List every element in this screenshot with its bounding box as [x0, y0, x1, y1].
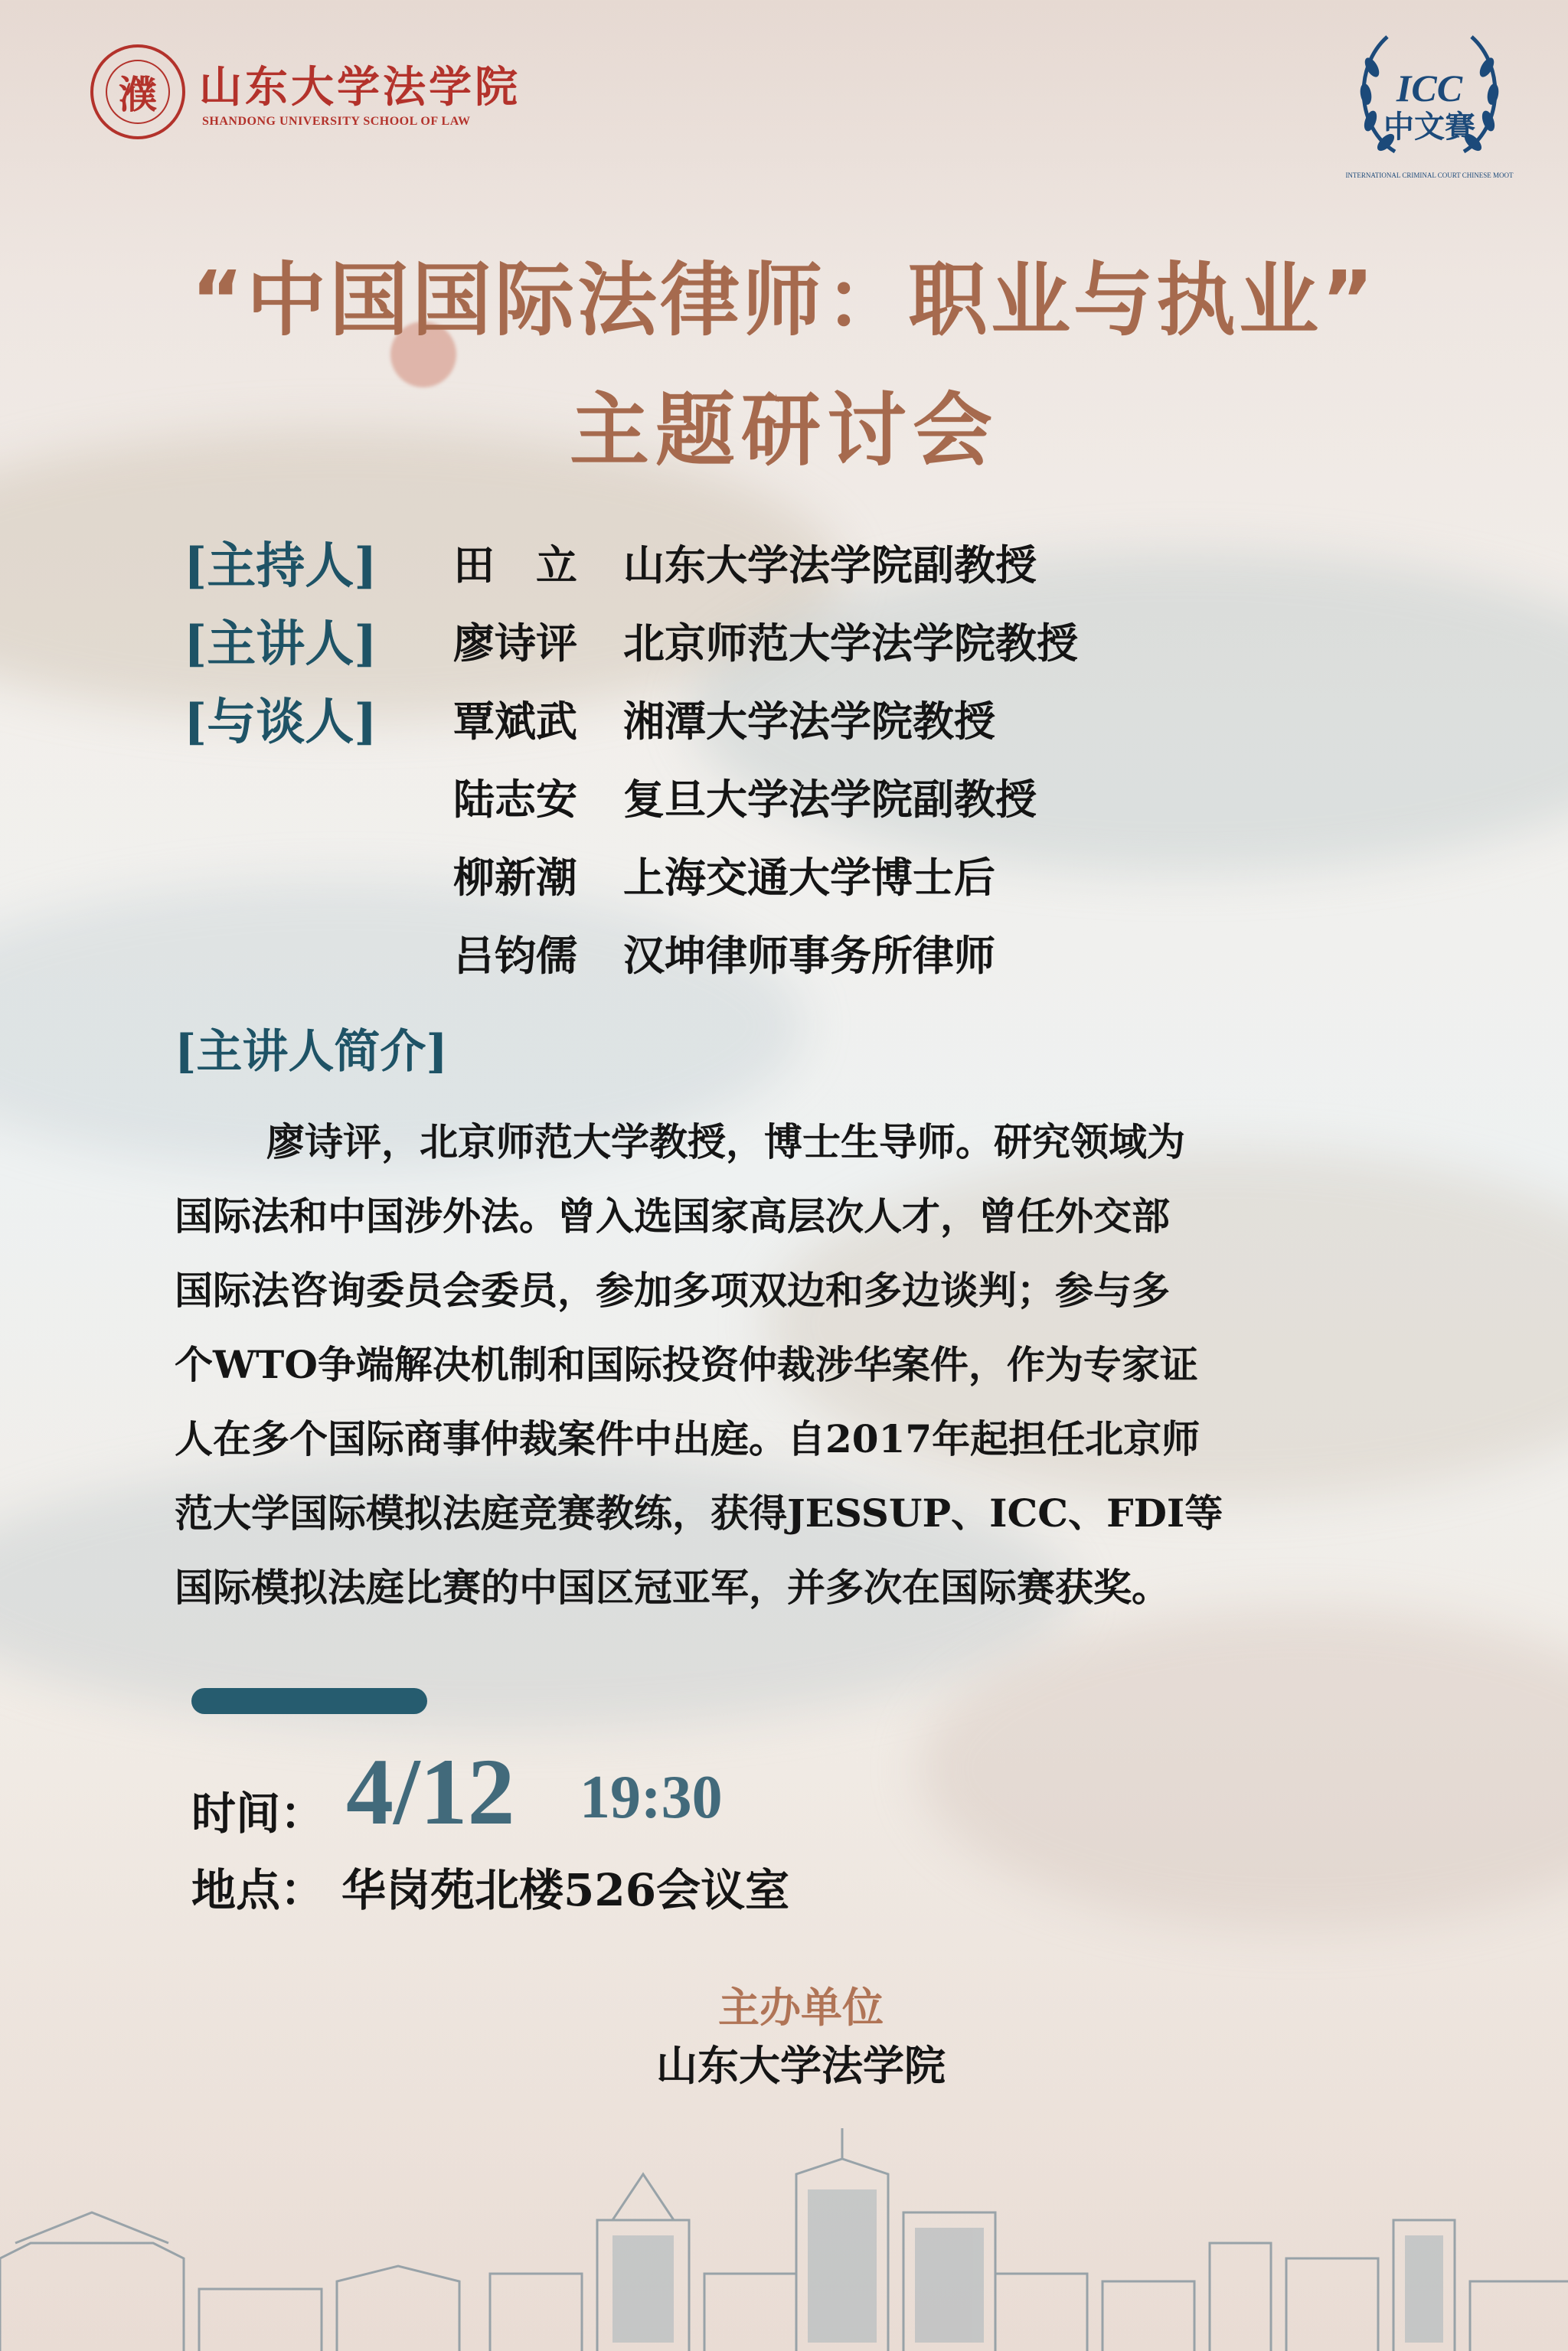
icc-moot-logo [1334, 21, 1525, 182]
role-moderator: [主持人] [184, 537, 377, 595]
section-divider [191, 1688, 427, 1714]
bio-line: 国际法和中国涉外法。曾入选国家高层次人才，曾任外交部 [175, 1193, 1170, 1239]
discussant-title: 汉坤律师事务所律师 [623, 931, 995, 980]
bio-line: 个WTO争端解决机制和国际投资仲裁涉华案件，作为专家证 [175, 1342, 1198, 1387]
speaker-bio [175, 1105, 1430, 1624]
bio-line: 范大学国际模拟法庭竞赛教练，获得JESSUP、ICC、FDI等 [175, 1491, 1223, 1536]
discussant-title: 上海交通大学博士后 [623, 853, 995, 902]
bio-line: 人在多个国际商事仲裁案件中出庭。自2017年起担任北京师 [175, 1416, 1200, 1461]
school-seal [90, 44, 185, 139]
event-time: 19:30 [580, 1764, 723, 1831]
bio-line: 国际模拟法庭比赛的中国区冠亚军，并多次在国际赛获奖。 [175, 1565, 1170, 1610]
event-date: 4/12 [346, 1739, 515, 1844]
speaker-title: 北京师范大学法学院教授 [623, 619, 1078, 668]
icc-logo-mid: 中文賽 [1383, 109, 1475, 145]
discussant-name: 陆志安 [453, 775, 577, 824]
event-place: 华岗苑北楼526会议室 [341, 1864, 790, 1916]
discussant-name: 覃斌武 [453, 697, 577, 746]
event-subtitle: 主题研讨会 [569, 384, 998, 477]
bio-heading: [主讲人简介] [175, 1025, 448, 1079]
moderator-title: 山东大学法学院副教授 [623, 540, 1037, 589]
role-speaker: [主讲人] [184, 616, 377, 673]
place-label: 地点： [191, 1864, 325, 1916]
campus-skyline-illustration [0, 2128, 1568, 2351]
school-logo [90, 44, 519, 152]
role-discussants: [与谈人] [184, 694, 377, 751]
discussant-name: 柳新潮 [453, 853, 577, 902]
seal-glyph: 濮 [106, 60, 170, 124]
icc-logo-top: ICC [1396, 67, 1463, 109]
icc-logo-bottom: INTERNATIONAL CRIMINAL COURT CHINESE MOOT [1345, 171, 1514, 179]
background-wash [919, 1608, 1568, 1929]
organizer-name: 山东大学法学院 [656, 2041, 946, 2090]
bio-line: 廖诗评，北京师范大学教授，博士生导师。研究领域为 [266, 1119, 1185, 1164]
event-title: “中国国际法律师：职业与执业” [191, 253, 1377, 347]
discussant-title: 复旦大学法学院副教授 [623, 775, 1037, 824]
school-name-en: SHANDONG UNIVERSITY SCHOOL OF LAW [202, 115, 471, 128]
discussant-name: 吕钧儒 [453, 931, 577, 980]
time-label: 时间： [191, 1788, 325, 1840]
discussant-title: 湘潭大学法学院教授 [623, 697, 995, 746]
moderator-name: 田 立 [453, 540, 577, 589]
school-name-cn: 山东大学法学院 [199, 62, 521, 113]
speaker-name: 廖诗评 [453, 619, 577, 668]
bio-line: 国际法咨询委员会委员，参加多项双边和多边谈判；参与多 [175, 1268, 1170, 1313]
organizer-label: 主办单位 [718, 1983, 884, 2032]
